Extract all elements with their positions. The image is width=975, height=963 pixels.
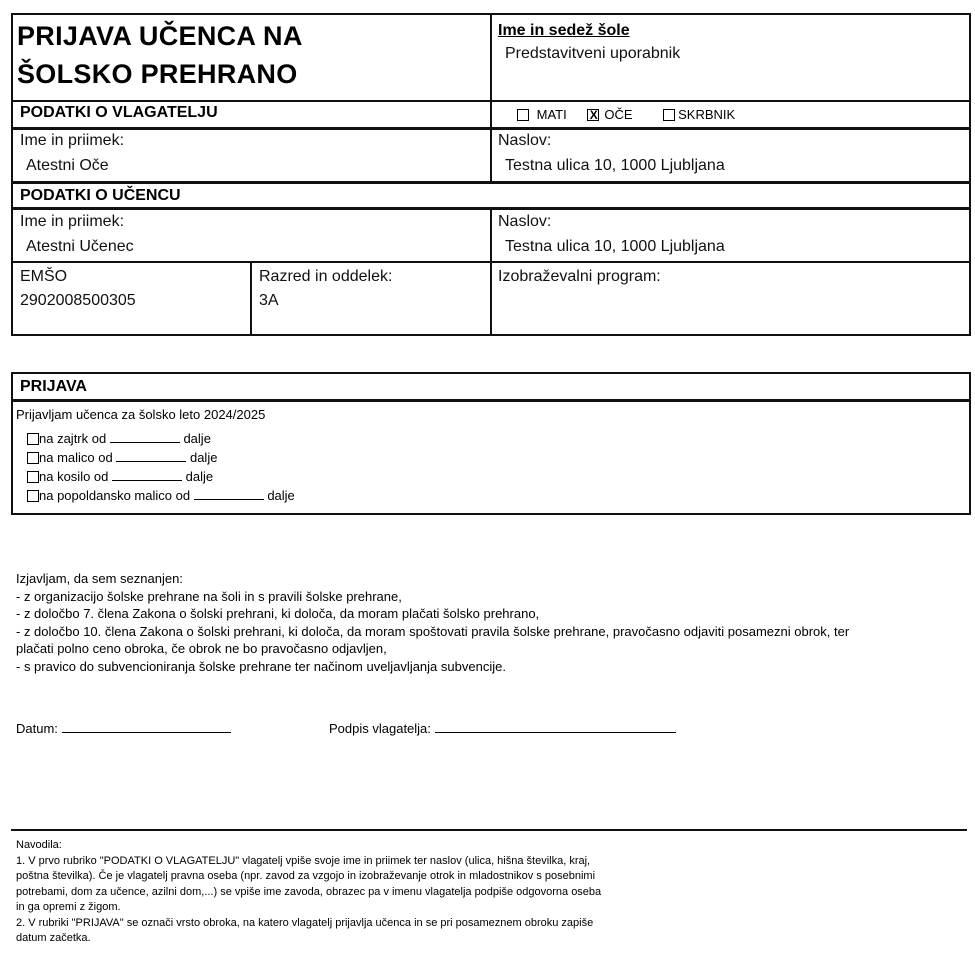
breakfast-date-field[interactable] (110, 431, 180, 443)
meal-suffix-lunch: dalje (185, 469, 214, 484)
student-name-label: Ime in priimek: (20, 213, 125, 230)
meal-suffix-snack: dalje (189, 450, 218, 465)
checkbox-snack[interactable] (27, 452, 39, 464)
meal-option-snack[interactable] (27, 448, 295, 467)
school-label: Ime in sedež šole (498, 22, 630, 39)
instructions-line: 2. V rubriki "PRIJAVA" se označi vrsto obroka, na katero vlagatelj prijavlja učenca in se pri posameznem obroku zapiše (16, 916, 594, 929)
instructions-line: poštna številka). Če je vlagatelj pravna oseba (npr. zavod za vzgojo in izobraževanje otrok in mladostnikov s posebnimi (16, 870, 596, 882)
form-title (17, 17, 303, 93)
relation-option-mati[interactable] (517, 107, 567, 122)
class-value[interactable]: 3A (259, 292, 279, 309)
applicant-section-title: PODATKI O VLAGATELJU (20, 104, 218, 121)
checkbox-afternoon-snack[interactable] (27, 490, 39, 502)
school-value[interactable]: Predstavitveni uporabnik (505, 45, 681, 62)
date-row (16, 721, 231, 736)
meal-label-lunch: na kosilo od (39, 469, 109, 484)
checkbox-breakfast[interactable] (27, 433, 39, 445)
instructions-line: 1. V prvo rubriko "PODATKI O VLAGATELJU" vlagatelj vpiše svoje ime in priimek ter naslov (ulica, hišna številka, kraj, (16, 854, 591, 867)
relation-options (517, 107, 735, 122)
snack-date-field[interactable] (116, 450, 186, 462)
instructions-title: Navodila: (16, 839, 62, 851)
meal-option-lunch[interactable] (27, 467, 295, 486)
meal-label-breakfast: na zajtrk od (39, 431, 107, 446)
registration-intro: Prijavljam učenca za šolsko leto 2024/2025 (16, 407, 266, 422)
meal-suffix-breakfast: dalje (183, 431, 211, 446)
student-address-value[interactable]: Testna ulica 10, 1000 Ljubljana (505, 238, 725, 255)
declaration (16, 570, 849, 675)
meal-option-afternoon-snack[interactable] (27, 486, 295, 505)
instructions-line: in ga opremi z žigom. (16, 901, 121, 913)
meal-suffix-afternoon-snack: dalje (267, 488, 295, 503)
relation-label-oce: OČE (604, 107, 633, 122)
form-title-line1: PRIJAVA UČENCA NA (17, 21, 303, 51)
checkbox-mati[interactable] (517, 109, 529, 121)
meal-label-afternoon-snack: na popoldansko malico od (39, 488, 191, 503)
checkbox-skrbnik[interactable] (663, 109, 675, 121)
declaration-line: - s pravico do subvencioniranja šolske prehrane ter načinom uveljavljanja subvencije. (16, 658, 506, 674)
registration-section-title: PRIJAVA (20, 378, 87, 395)
lunch-date-field[interactable] (112, 469, 182, 481)
instructions-divider (11, 829, 967, 831)
applicant-name-label: Ime in priimek: (20, 132, 125, 149)
date-field[interactable] (62, 721, 231, 733)
meal-options (27, 429, 295, 505)
student-section-title: PODATKI O UČENCU (20, 187, 181, 204)
relation-option-oce[interactable] (587, 107, 633, 122)
declaration-line: - z organizacijo šolske prehrane na šoli in s pravili šolske prehrane, (16, 588, 402, 604)
declaration-intro: Izjavljam, da sem seznanjen: (16, 571, 183, 586)
date-label: Datum: (16, 721, 58, 736)
checkbox-lunch[interactable] (27, 471, 39, 483)
student-name-value[interactable]: Atestni Učenec (26, 238, 134, 255)
emso-label: EMŠO (20, 268, 68, 285)
relation-label-skrbnik: SKRBNIK (678, 107, 736, 122)
afternoon-snack-date-field[interactable] (194, 488, 264, 500)
signature-label: Podpis vlagatelja: (329, 721, 431, 736)
signature-field[interactable] (435, 721, 676, 733)
emso-value[interactable]: 2902008500305 (20, 292, 136, 309)
declaration-line: - z določbo 10. člena Zakona o šolski prehrani, ki določa, da moram spoštovati pravila šolske prehrane, pravočasno odjaviti posamezni obrok, ter (16, 623, 850, 639)
form-title-line2: ŠOLSKO PREHRANO (17, 59, 298, 89)
student-address-label: Naslov: (498, 213, 552, 230)
declaration-line: - z določbo 7. člena Zakona o šolski prehrani, ki določa, da moram plačati šolsko prehrano, (16, 606, 540, 621)
checkbox-oce-checked[interactable] (587, 109, 599, 121)
applicant-address-label: Naslov: (498, 132, 552, 149)
declaration-line: plačati polno ceno obroka, če obrok ne bo pravočasno odjavljen, (16, 641, 387, 656)
signature-row (329, 721, 676, 736)
applicant-name-value[interactable]: Atestni Oče (26, 157, 109, 174)
instructions-line: datum začetka. (16, 932, 91, 944)
relation-option-skrbnik[interactable] (663, 107, 736, 122)
relation-label-mati: MATI (536, 107, 567, 122)
program-label: Izobraževalni program: (498, 268, 661, 285)
instructions-line: potrebami, dom za učence, azilni dom,...) se vpiše ime zavoda, obrazec pa v imenu vlagatelja podpiše odgovorna oseba (16, 885, 602, 898)
instructions (16, 838, 601, 947)
applicant-address-value[interactable]: Testna ulica 10, 1000 Ljubljana (505, 157, 725, 174)
meal-option-breakfast[interactable] (27, 429, 295, 448)
meal-label-snack: na malico od (39, 450, 113, 465)
class-label: Razred in oddelek: (259, 268, 393, 285)
